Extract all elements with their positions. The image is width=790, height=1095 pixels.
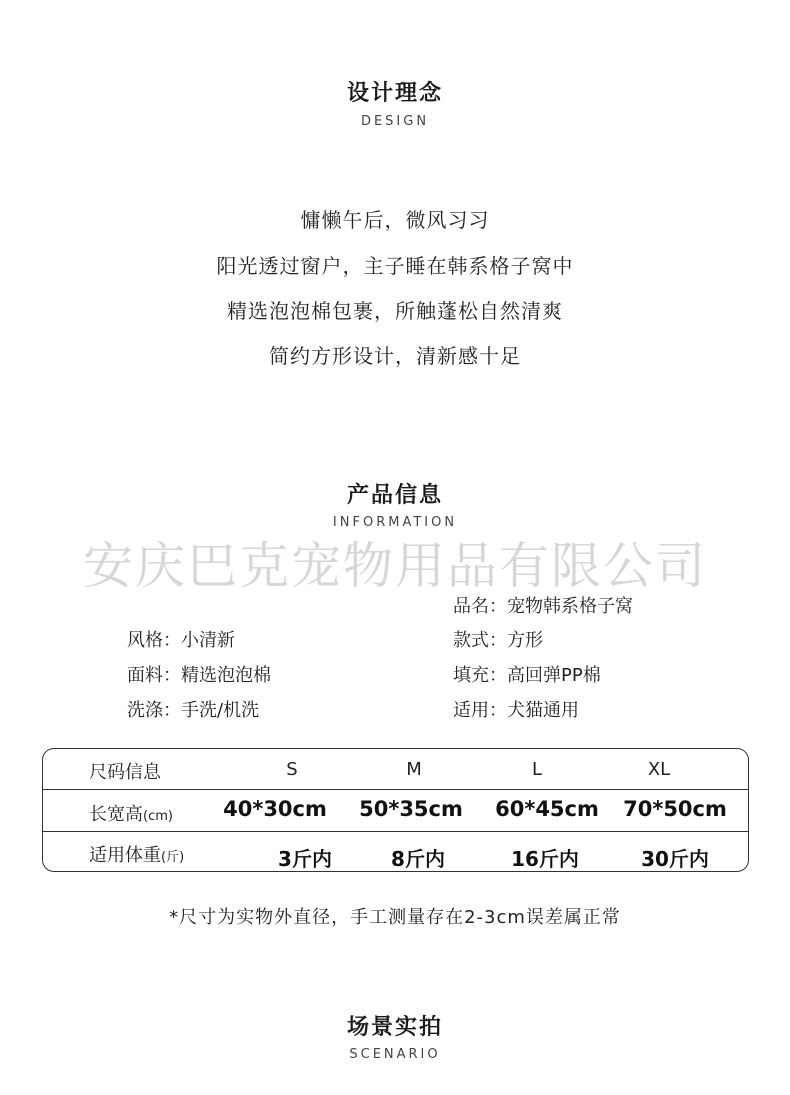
info-shape-label: 款式： [453,630,507,651]
scenario-title: 场景实拍 [346,1015,443,1040]
dims-label: 长宽高 [89,804,143,825]
table-divider [43,831,748,832]
dims-xl: 70*50cm [623,797,727,821]
size-s: S [286,759,298,780]
info-name-label: 品名： [453,596,507,617]
design-title: 设计理念 [346,81,443,106]
weight-row-label [89,841,184,867]
dims-m: 50*35cm [359,797,463,821]
size-m: M [406,759,422,780]
poem-line-3: 精选泡泡棉包裹，所触蓬松自然清爽 [227,299,563,323]
size-xl: XL [647,759,671,780]
info-suitable-value: 犬猫通用 [507,700,579,721]
info-wash-value: 手洗/机洗 [181,700,260,721]
info-subtitle: INFORMATION [332,515,458,530]
dims-s: 40*30cm [223,797,327,821]
dims-l: 60*45cm [495,797,599,821]
table-divider [43,789,748,790]
scenario-subtitle: SCENARIO [349,1047,441,1062]
poem-line-1: 慵懒午后，微风习习 [300,208,490,232]
info-title: 产品信息 [346,483,443,508]
info-style-value: 小清新 [181,630,235,651]
weight-m: 8斤内 [391,847,445,871]
size-note: *尺寸为实物外直径，手工测量存在2-3cm误差属正常 [169,907,621,928]
info-fabric-label: 面料： [127,665,181,686]
poem-line-4: 简约方形设计，清新感十足 [269,344,521,368]
info-name-value: 宠物韩系格子窝 [507,596,633,617]
info-wash [127,696,259,722]
info-fabric [127,661,271,687]
info-shape-value: 方形 [507,630,543,651]
size-header-label: 尺码信息 [89,762,161,783]
info-suitable-label: 适用： [453,700,507,721]
info-style-label: 风格： [127,630,181,651]
weight-s: 3斤内 [278,847,332,871]
poem-line-2: 阳光透过窗户，主子睡在韩系格子窝中 [216,254,574,278]
info-shape [453,626,543,652]
dims-row-label [89,800,173,826]
info-suitable [453,696,579,722]
info-wash-label: 洗涤： [127,700,181,721]
info-fabric-value: 精选泡泡棉 [181,665,271,686]
size-l: L [531,759,543,780]
weight-unit: (斤) [161,850,185,865]
weight-label: 适用体重 [89,845,161,866]
info-style [127,626,235,652]
info-name [453,592,633,618]
info-filling-label: 填充： [453,665,507,686]
dims-unit: (cm) [143,809,173,824]
design-subtitle: DESIGN [360,114,430,129]
size-table [42,748,749,872]
weight-xl: 30斤内 [641,847,709,871]
info-filling-value: 高回弹PP棉 [507,665,601,686]
weight-l: 16斤内 [511,847,579,871]
company-watermark: 安庆巴克宠物用品有限公司 [83,538,707,594]
info-filling [453,661,601,687]
